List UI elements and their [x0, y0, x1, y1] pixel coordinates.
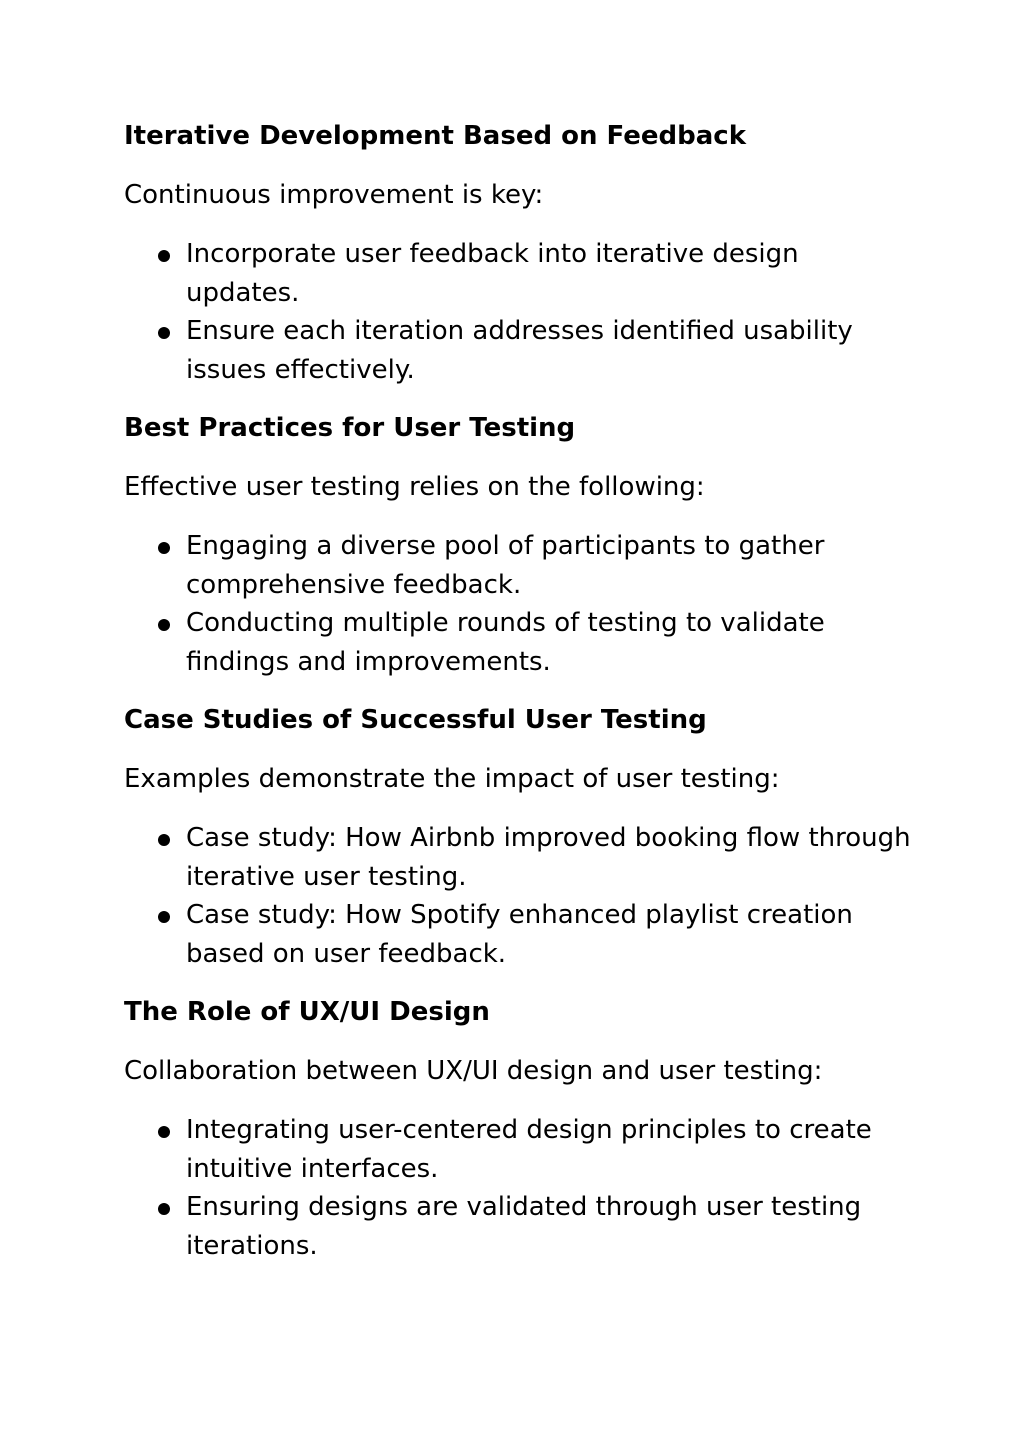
list-item-text: Case study: How Spotify enhanced playlist creation based on user feedback.	[186, 900, 853, 969]
bullet-icon	[158, 1126, 170, 1138]
section-intro: Continuous improvement is key:	[124, 180, 544, 210]
list-item	[124, 235, 914, 312]
list-item	[124, 896, 914, 973]
list-item-text: Conducting multiple rounds of testing to validate findings and improvements.	[186, 608, 825, 677]
section-heading: Iterative Development Based on Feedback	[124, 121, 746, 151]
bullet-icon	[158, 1203, 170, 1215]
bullet-icon	[158, 250, 170, 262]
section-ux-ui-design	[124, 993, 914, 1265]
list-item-text: Case study: How Airbnb improved booking flow through iterative user testing.	[186, 823, 911, 892]
bullet-icon	[158, 542, 170, 554]
bullet-list	[124, 819, 914, 973]
section-intro: Effective user testing relies on the following:	[124, 472, 705, 502]
list-item	[124, 527, 914, 604]
list-item-text: Engaging a diverse pool of participants to gather comprehensive feedback.	[186, 531, 825, 600]
section-heading: The Role of UX/UI Design	[124, 997, 490, 1027]
bullet-icon	[158, 619, 170, 631]
list-item-text: Ensure each iteration addresses identified usability issues effectively.	[186, 316, 853, 385]
list-item	[124, 1188, 914, 1265]
document-page	[124, 117, 914, 1285]
section-heading: Case Studies of Successful User Testing	[124, 705, 707, 735]
bullet-list	[124, 235, 914, 389]
section-heading: Best Practices for User Testing	[124, 413, 576, 443]
bullet-list	[124, 1111, 914, 1265]
section-case-studies	[124, 701, 914, 973]
list-item	[124, 1111, 914, 1188]
bullet-icon	[158, 911, 170, 923]
section-intro: Examples demonstrate the impact of user testing:	[124, 764, 780, 794]
list-item	[124, 604, 914, 681]
bullet-list	[124, 527, 914, 681]
list-item-text: Ensuring designs are validated through user testing iterations.	[186, 1192, 862, 1261]
list-item	[124, 312, 914, 389]
section-iterative-development	[124, 117, 914, 389]
list-item	[124, 819, 914, 896]
section-best-practices	[124, 409, 914, 681]
list-item-text: Integrating user-centered design principles to create intuitive interfaces.	[186, 1115, 872, 1184]
bullet-icon	[158, 834, 170, 846]
bullet-icon	[158, 327, 170, 339]
section-intro: Collaboration between UX/UI design and user testing:	[124, 1056, 823, 1086]
list-item-text: Incorporate user feedback into iterative design updates.	[186, 239, 799, 308]
